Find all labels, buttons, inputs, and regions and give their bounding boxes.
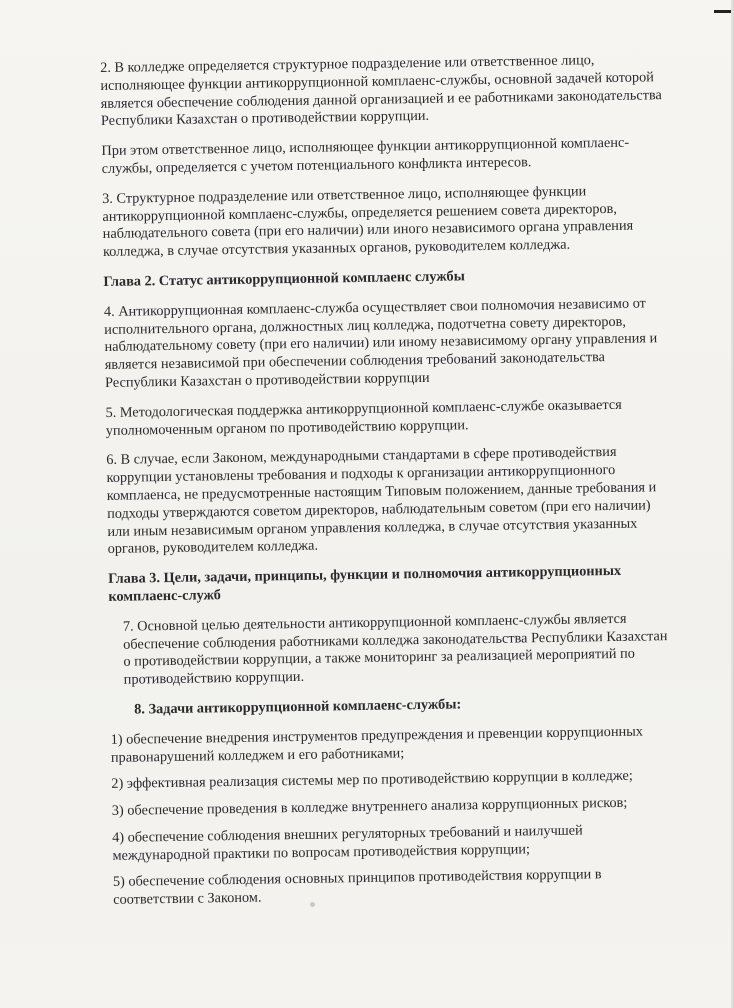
task-item-4: 4) обеспечение соблюдения внешних регуляторных требований и наилучшей международной практики по вопросам противодействия коррупции;: [112, 822, 583, 864]
paragraph-2: 2. В колледже определяется структурное подразделение или ответственное лицо, исполняющее функции антикоррупционной комплаенс-службы, основной задачей которой является обеспечение соблюдения данной организацией и ее работниками законодательства Республики Казахстан о противодействии коррупции.: [100, 52, 662, 130]
paragraph-6: 6. В случае, если Законом, международными стандартами в сфере противодействия коррупции установлены требования и подходы к организации антикоррупционного комплаенса, не предусмотренные настоящим Типовым положением, данные требования и подходы утверждаются советом директоров, наблюдательным советом (при его наличии) или иным независимым органом управления колледжа, в случае отсутствия указанных органов, руководителем колледжа.: [106, 444, 657, 558]
task-item-2: 2) эффективная реализация системы мер по противодействию коррупции в колледже;: [111, 768, 633, 793]
document-body: [100, 51, 675, 919]
paragraph-7: 7. Основной целью деятельности антикоррупционной комплаенс-службы является обеспечение соблюдения работниками колледжа законодательства Республики Казахстан о противодействии коррупции, а также мониторинг за реализацией мероприятий по противодействию коррупции.: [122, 610, 668, 688]
paragraph-4: 4. Антикоррупционная комплаенс-служба осуществляет свои полномочия независимо от исполнительного органа, должностных лиц колледжа, подотчетна совету директоров, наблюдательному совету (при его наличии) или иному независимому органу управления и является независимой при обеспечении соблюдения требований законодательства Республики Казахстан о противодействии коррупции: [103, 295, 658, 391]
task-item-5: 5) обеспечение соблюдения основных принципов противодействия коррупции в соответствии с Законом.: [112, 866, 602, 909]
task-item-1: 1) обеспечение внедрения инструментов предупреждения и превенции коррупционных правонарушений колледжем и его работниками;: [110, 723, 644, 766]
paragraph-2-note: При этом ответственное лицо, исполняющее функции антикоррупционной комплаенс-службы, определяется с учетом потенциального конфликта интересов.: [101, 134, 630, 177]
paragraph-5: 5. Методологическая поддержка антикоррупционной комплаенс-службе оказывается уполномоченным органом по противодействию коррупции.: [105, 396, 622, 439]
chapter-2-heading: Глава 2. Статус антикоррупционной комплаенс службы: [103, 268, 465, 290]
task-item-3: 3) обеспечение проведения в колледже внутреннего анализа коррупционных рисков;: [111, 794, 628, 820]
paragraph-3: 3. Структурное подразделение или ответственное лицо, исполняющее функции антикоррупционной комплаенс-службы, определяется решением совета директоров, наблюдательного совета (при его наличии) или иного независимого органа управления колледжа, в случае отсутствия указанных органов, руководителем колледжа.: [102, 183, 634, 261]
chapter-3-heading: Глава 3. Цели, задачи, принципы, функции и полномочия антикоррупционных комплаенс-служб: [108, 563, 622, 605]
paragraph-8-heading: 8. Задачи антикоррупционной комплаенс-службы:: [134, 696, 462, 718]
